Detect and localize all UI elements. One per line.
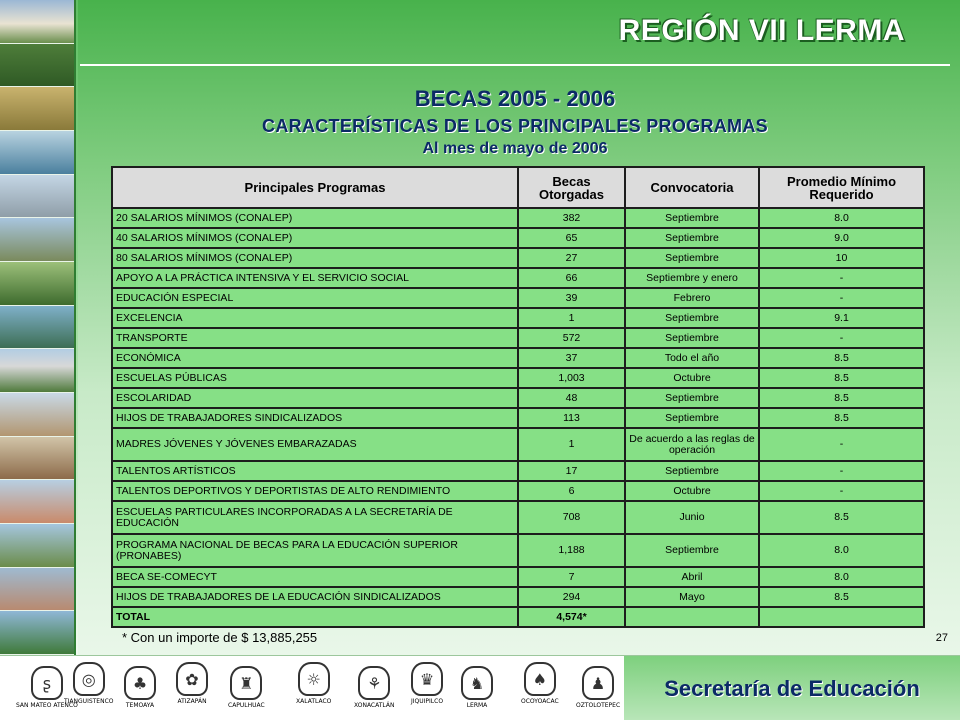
cell-convocatoria: Septiembre y enero: [625, 268, 759, 288]
cell-program: ECONÓMICA: [112, 348, 518, 368]
cell-program: MADRES JÓVENES Y JÓVENES EMBARAZADAS: [112, 428, 518, 461]
photo-church: [0, 480, 74, 524]
cell-promedio: 8.5: [759, 501, 924, 534]
municipality-logo: [296, 662, 331, 705]
table-row: [112, 268, 924, 288]
cell-promedio: -: [759, 481, 924, 501]
municipality-glyph-icon: ♣: [124, 666, 156, 700]
municipality-name: CAPULHUAC: [228, 702, 265, 709]
photo-strip: [0, 0, 76, 655]
table-row: [112, 228, 924, 248]
cell-convocatoria: Todo el año: [625, 348, 759, 368]
cell-becas: 17: [518, 461, 625, 481]
table-row: [112, 308, 924, 328]
cell-convocatoria: Septiembre: [625, 248, 759, 268]
cell-convocatoria: Septiembre: [625, 534, 759, 567]
cell-program: EXCELENCIA: [112, 308, 518, 328]
table-row: [112, 501, 924, 534]
cell-becas: 27: [518, 248, 625, 268]
municipality-glyph-icon: ◎: [73, 662, 105, 696]
cell-convocatoria: Septiembre: [625, 228, 759, 248]
photo-valley: [0, 611, 74, 655]
cell-total-convocatoria: [625, 607, 759, 627]
municipality-logo: [64, 662, 114, 705]
municipality-glyph-icon: ♞: [461, 666, 493, 700]
cell-promedio: -: [759, 288, 924, 308]
municipality-logo: [521, 662, 559, 705]
programs-table: [111, 166, 925, 628]
table-header-row: [112, 167, 924, 208]
table-row: [112, 534, 924, 567]
secretaria-label: Secretaría de Educación: [664, 675, 920, 701]
municipality-name: LERMA: [466, 702, 488, 709]
cell-program: 20 SALARIOS MÍNIMOS (CONALEP): [112, 208, 518, 228]
municipality-glyph-icon: ʂ: [31, 666, 63, 700]
municipality-logo: [176, 662, 208, 705]
cell-program: TRANSPORTE: [112, 328, 518, 348]
municipality-name: TIANGUISTENCO: [64, 698, 114, 705]
municipality-logo: [576, 666, 620, 709]
municipality-logo: [411, 662, 443, 705]
cell-program: APOYO A LA PRÁCTICA INTENSIVA Y EL SERVICIO SOCIAL: [112, 268, 518, 288]
table-row: [112, 208, 924, 228]
photo-trees: [0, 262, 74, 306]
cell-becas: 39: [518, 288, 625, 308]
cell-promedio: 10: [759, 248, 924, 268]
table-row: [112, 368, 924, 388]
cell-total-label: TOTAL: [112, 607, 518, 627]
cell-program: 80 SALARIOS MÍNIMOS (CONALEP): [112, 248, 518, 268]
municipality-logo: [354, 666, 395, 709]
page-subtitle: CARACTERÍSTICAS DE LOS PRINCIPALES PROGRAMAS: [262, 116, 768, 136]
table-row: [112, 461, 924, 481]
municipality-name: JIQUIPILCO: [411, 698, 444, 705]
cell-becas: 382: [518, 208, 625, 228]
column-header-convocatoria: Convocatoria: [625, 167, 759, 208]
table-row: [112, 388, 924, 408]
cell-becas: 1,188: [518, 534, 625, 567]
table-row: [112, 567, 924, 587]
cell-convocatoria: Mayo: [625, 587, 759, 607]
cell-total-promedio: [759, 607, 924, 627]
cell-convocatoria: Octubre: [625, 481, 759, 501]
date-line: Al mes de mayo de 2006: [422, 140, 608, 157]
table-row: [112, 481, 924, 501]
municipality-name: TEMOAYA: [125, 702, 155, 709]
cell-becas: 6: [518, 481, 625, 501]
cell-promedio: -: [759, 461, 924, 481]
cell-becas: 708: [518, 501, 625, 534]
table-row: [112, 248, 924, 268]
table-row: [112, 408, 924, 428]
cell-program: 40 SALARIOS MÍNIMOS (CONALEP): [112, 228, 518, 248]
municipality-logo: [461, 666, 493, 709]
table-row: [112, 587, 924, 607]
municipality-glyph-icon: ⚘: [358, 666, 390, 700]
column-header-becas: Becas Otorgadas: [518, 167, 625, 208]
footnote: * Con un importe de $ 13,885,255: [122, 630, 318, 645]
photo-town: [0, 218, 74, 262]
cell-becas: 572: [518, 328, 625, 348]
cell-program: TALENTOS ARTÍSTICOS: [112, 461, 518, 481]
photo-reeds: [0, 87, 74, 131]
municipality-glyph-icon: ♛: [411, 662, 443, 696]
cell-promedio: 8.5: [759, 388, 924, 408]
column-header-program: Principales Programas: [112, 167, 518, 208]
photo-bridge: [0, 306, 74, 350]
municipality-name: OCOYOACAC: [521, 698, 559, 705]
cell-promedio: 8.5: [759, 368, 924, 388]
cell-convocatoria: Septiembre: [625, 408, 759, 428]
cell-promedio: 8.5: [759, 348, 924, 368]
photo-industry: [0, 175, 74, 219]
municipality-name: ATIZAPÁN: [177, 698, 207, 705]
municipality-logo: [228, 666, 265, 709]
cell-program: HIJOS DE TRABAJADORES SINDICALIZADOS: [112, 408, 518, 428]
municipality-glyph-icon: ✿: [176, 662, 208, 696]
municipality-glyph-icon: ☼: [298, 662, 330, 696]
secretaria-banner: [624, 656, 960, 720]
cell-promedio: -: [759, 328, 924, 348]
cell-convocatoria: Octubre: [625, 368, 759, 388]
municipality-name: SAN MATEO ATENCO: [16, 702, 78, 709]
cell-convocatoria: Septiembre: [625, 308, 759, 328]
cell-promedio: 9.1: [759, 308, 924, 328]
municipality-logo: [124, 666, 156, 709]
cell-promedio: 8.5: [759, 408, 924, 428]
cell-program: BECA SE-COMECYT: [112, 567, 518, 587]
cell-program: TALENTOS DEPORTIVOS Y DEPORTISTAS DE ALTO RENDIMIENTO: [112, 481, 518, 501]
municipality-name: XONACATLÁN: [354, 702, 395, 709]
municipality-glyph-icon: ♠: [524, 662, 556, 696]
municipality-logos: [6, 660, 621, 718]
cell-becas: 65: [518, 228, 625, 248]
photo-hacienda: [0, 437, 74, 481]
cell-becas: 7: [518, 567, 625, 587]
photo-volcano: [0, 349, 74, 393]
table-row: [112, 288, 924, 308]
cell-promedio: 8.0: [759, 534, 924, 567]
cell-becas: 48: [518, 388, 625, 408]
photo-cathedral: [0, 568, 74, 612]
cell-promedio: 8.0: [759, 208, 924, 228]
cell-promedio: 8.0: [759, 567, 924, 587]
cell-promedio: -: [759, 428, 924, 461]
table-row: [112, 428, 924, 461]
photo-lake-boat: [0, 131, 74, 175]
cell-promedio: 9.0: [759, 228, 924, 248]
cell-program: ESCUELAS PÚBLICAS: [112, 368, 518, 388]
cell-program: HIJOS DE TRABAJADORES DE LA EDUCACIÓN SINDICALIZADOS: [112, 587, 518, 607]
photo-forest: [0, 44, 74, 88]
municipality-glyph-icon: ♜: [230, 666, 262, 700]
cell-total-becas: 4,574*: [518, 607, 625, 627]
photo-building: [0, 0, 74, 44]
cell-becas: 294: [518, 587, 625, 607]
cell-program: PROGRAMA NACIONAL DE BECAS PARA LA EDUCACIÓN SUPERIOR (PRONABES): [112, 534, 518, 567]
cell-convocatoria: Febrero: [625, 288, 759, 308]
cell-becas: 66: [518, 268, 625, 288]
footer: [0, 655, 960, 720]
cell-promedio: 8.5: [759, 587, 924, 607]
municipality-name: XALATLACO: [296, 698, 332, 705]
cell-becas: 1,003: [518, 368, 625, 388]
header-divider: [80, 64, 950, 66]
table-row: [112, 328, 924, 348]
cell-promedio: -: [759, 268, 924, 288]
cell-program: EDUCACIÓN ESPECIAL: [112, 288, 518, 308]
cell-convocatoria: Septiembre: [625, 208, 759, 228]
cell-convocatoria: Septiembre: [625, 328, 759, 348]
region-title: REGIÓN VII LERMA: [618, 14, 905, 47]
page-number: 27: [935, 632, 948, 644]
cell-convocatoria: Abril: [625, 567, 759, 587]
cell-becas: 1: [518, 308, 625, 328]
table-total-row: [112, 607, 924, 627]
cell-program: ESCUELAS PARTICULARES INCORPORADAS A LA SECRETARÍA DE EDUCACIÓN: [112, 501, 518, 534]
photo-landscape: [0, 524, 74, 568]
column-header-promedio: Promedio Mínimo Requerido: [759, 167, 924, 208]
cell-program: ESCOLARIDAD: [112, 388, 518, 408]
cell-becas: 113: [518, 408, 625, 428]
municipality-glyph-icon: ♟: [582, 666, 614, 700]
cell-convocatoria: Junio: [625, 501, 759, 534]
cell-convocatoria: Septiembre: [625, 388, 759, 408]
cell-convocatoria: Septiembre: [625, 461, 759, 481]
cell-becas: 1: [518, 428, 625, 461]
cell-becas: 37: [518, 348, 625, 368]
municipality-name: OZTOLOTEPEC: [576, 702, 621, 709]
cell-convocatoria: De acuerdo a las reglas de operación: [625, 428, 759, 461]
table-row: [112, 348, 924, 368]
page-title: BECAS 2005 - 2006: [414, 86, 616, 111]
photo-house: [0, 393, 74, 437]
